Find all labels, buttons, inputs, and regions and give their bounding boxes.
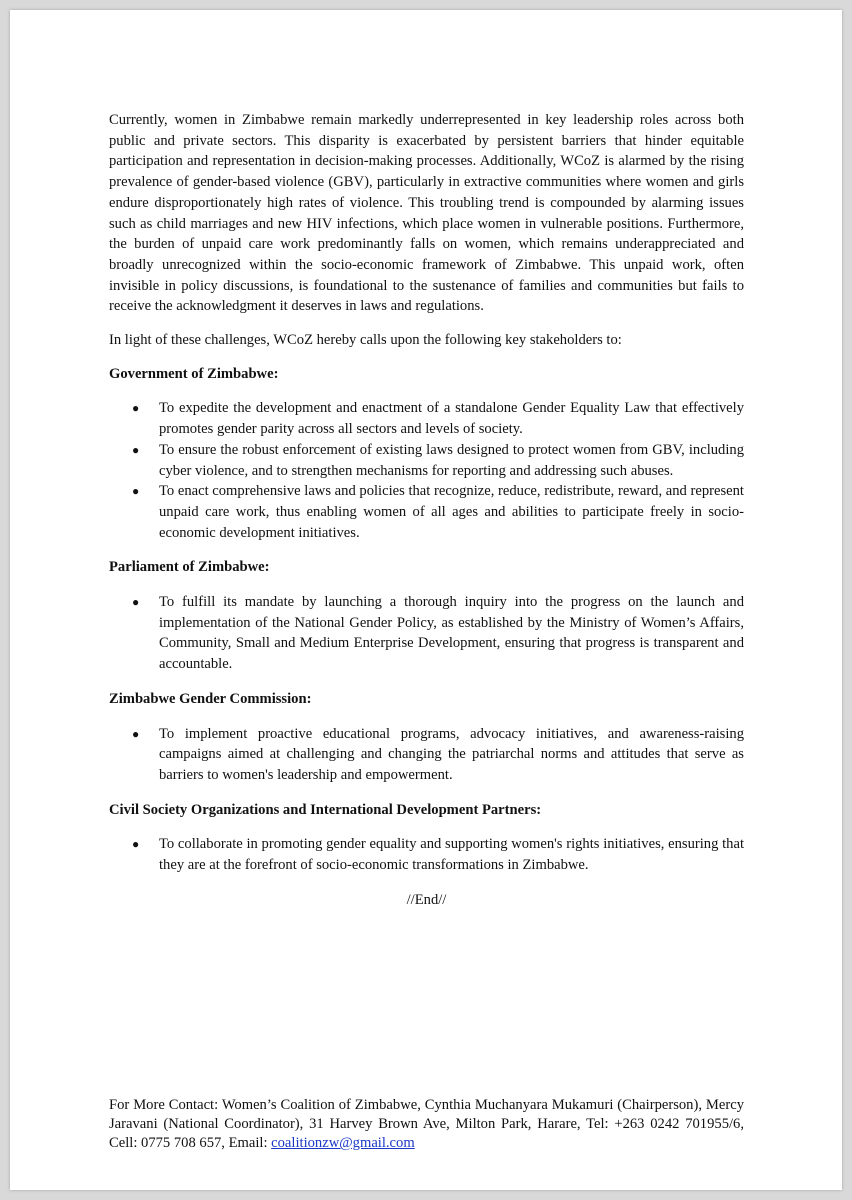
section-heading-gender-commission: Zimbabwe Gender Commission: [109, 690, 312, 707]
list-item: ● To enact comprehensive laws and policies that recognize, reduce, redistribute, reward, and represent unpaid care work, thus enabling women of all ages and abilities to participate freely in socio-economic development initiatives. [132, 483, 744, 541]
bullet-list-gender-commission [109, 724, 744, 786]
bullet-icon: ● [132, 595, 140, 610]
list-item: ● To ensure the robust enforcement of existing laws designed to protect women from GBV, including cyber violence, and to strengthen mechanisms for reporting and addressing such abuses. [132, 441, 744, 479]
section-heading-parliament: Parliament of Zimbabwe: [109, 559, 270, 576]
bullet-icon: ● [132, 837, 140, 852]
intro-paragraph: Currently, women in Zimbabwe remain markedly underrepresented in key leadership roles across both public and private sectors. This disparity is exacerbated by persistent barriers that hinder equitable participation and representation in decision-making processes. Additionally, WCoZ is alarmed by the rising prevalence of gender-based violence (GBV), particularly in extractive communities where women and girls endure disproportionately high rates of violence. This troubling trend is compounded by alarming issues such as child marriages and new HIV infections, which place women in vulnerable positions. Furthermore, the burden of unpaid care work predominantly falls on women, which remains underappreciated and broadly unrecognized within the socio-economic framework of Zimbabwe. This unpaid work, often invisible in policy discussions, is foundational to the sustenance of families and communities but fails to receive the acknowledgment it deserves in laws and regulations. [109, 112, 744, 315]
end-marker: //End// [406, 891, 447, 908]
bullet-list-civil-society [109, 834, 744, 875]
email-link[interactable]: coalitionzw@gmail.com [271, 1135, 415, 1151]
bullet-icon: ● [132, 726, 140, 741]
bullet-icon: ● [132, 401, 140, 416]
bullet-list-parliament [109, 592, 744, 675]
document-page [10, 10, 842, 1190]
section-heading-civil-society: Civil Society Organizations and International Development Partners: [109, 801, 542, 818]
list-item: ● To implement proactive educational programs, advocacy initiatives, and awareness-raising campaigns aimed at challenging and changing the patriarchal norms and attitudes that serve as barriers to women's leadership and empowerment. [132, 725, 744, 783]
call-paragraph: In light of these challenges, WCoZ hereby calls upon the following key stakeholders to: [109, 332, 622, 349]
list-item: ● To expedite the development and enactment of a standalone Gender Equality Law that effectively promotes gender parity across all sectors and levels of society. [132, 400, 744, 438]
bullet-list-government [109, 398, 744, 543]
bullet-icon: ● [132, 484, 140, 499]
document-body [109, 110, 744, 911]
bullet-icon: ● [132, 442, 140, 457]
contact-text: For More Contact: Women’s Coalition of Zimbabwe, Cynthia Muchanyara Mukamuri (Chairperson), Mercy Jaravani (National Coordinator), 31 Harvey Brown Ave, Milton Park, Harare, Tel: +263 0242 701955/6, Cell: 0775 708 657, Email: [109, 1097, 744, 1151]
list-item: ● To fulfill its mandate by launching a thorough inquiry into the progress on the launch and implementation of the National Gender Policy, as established by the Ministry of Women’s Affairs, Community, Small and Medium Enterprise Development, ensuring that progress is transparent and accountable. [132, 594, 744, 673]
contact-footer [109, 1096, 744, 1153]
list-item: ● To collaborate in promoting gender equality and supporting women's rights initiatives, ensuring that they are at the forefront of socio-economic transformations in Zimbabwe. [132, 836, 744, 874]
section-heading-government: Government of Zimbabwe: [109, 365, 279, 382]
